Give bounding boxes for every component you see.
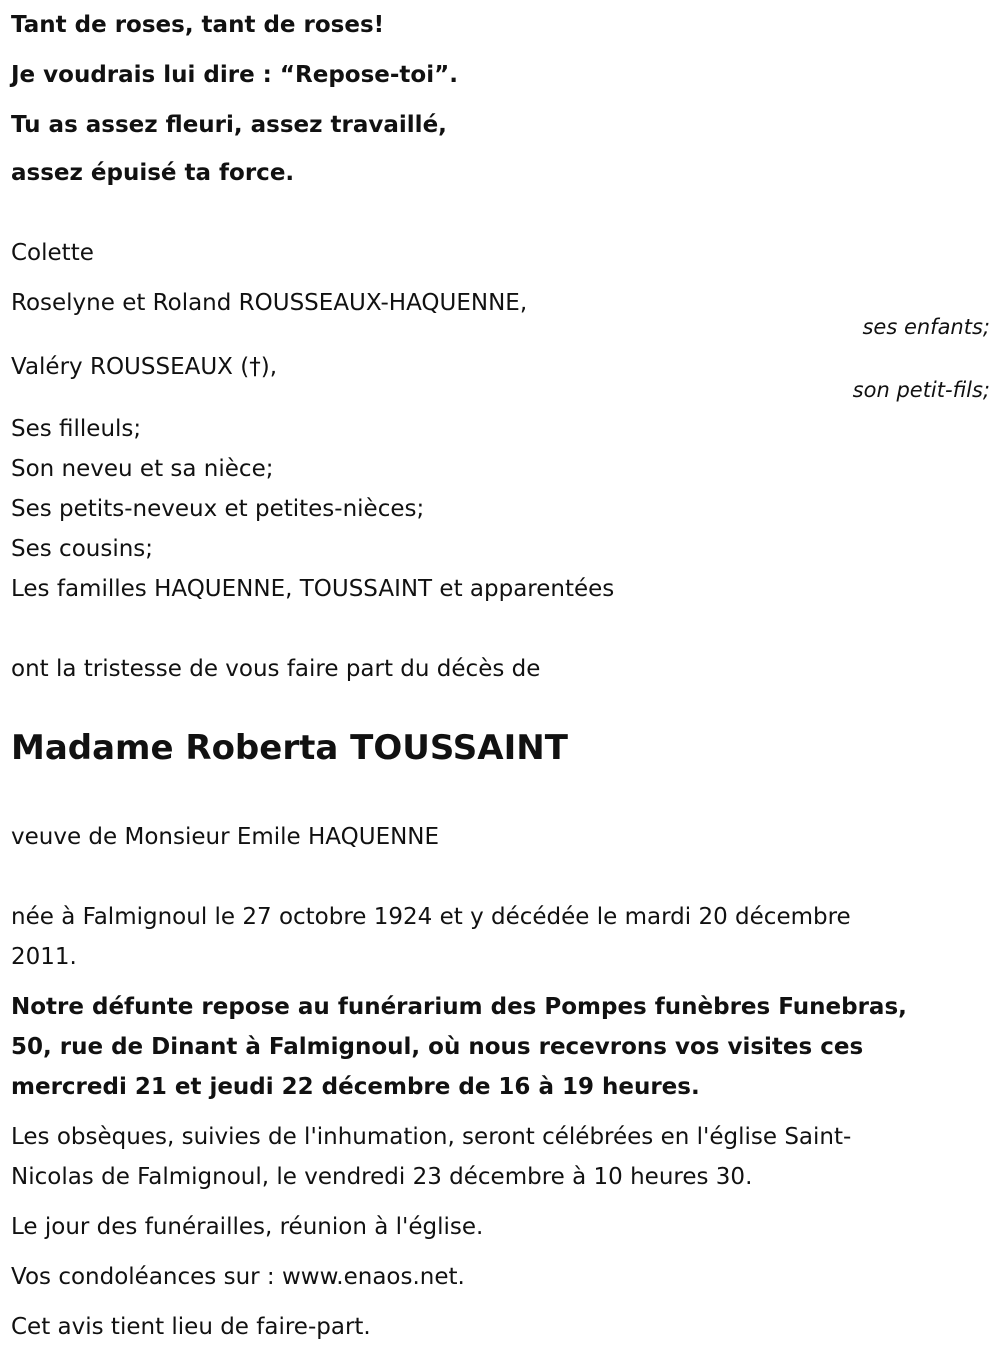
funeral-info: Nicolas de Falmignoul, le vendredi 23 décembre à 10 heures 30. [11,1164,753,1190]
visit-info: Notre défunte repose au funérarium des Pompes funèbres Funebras, [11,994,907,1020]
family-other: Ses cousins; [11,536,154,562]
poem-line: Je voudrais lui dire : “Repose-toi”. [11,62,458,88]
children-role: ses enfants; [862,315,990,339]
family-other: Les familles HAQUENNE, TOUSSAINT et apparentées [11,576,615,602]
birth-death: née à Falmignoul le 27 octobre 1924 et y décédée le mardi 20 décembre [11,904,851,930]
poem-line: Tant de roses, tant de roses! [11,12,385,38]
family-other: Ses petits-neveux et petites-nièces; [11,496,425,522]
family-other: Ses filleuls; [11,416,142,442]
family-colette: Colette [11,240,94,266]
condolences: Vos condoléances sur : www.enaos.net. [11,1264,465,1290]
poem-line: assez épuisé ta force. [11,160,295,186]
family-other: Son neveu et sa nièce; [11,456,274,482]
announcement: ont la tristesse de vous faire part du décès de [11,656,541,682]
visit-info: 50, rue de Dinant à Falmignoul, où nous recevrons vos visites ces [11,1034,864,1060]
funeral-info: Les obsèques, suivies de l'inhumation, seront célébrées en l'église Saint- [11,1124,852,1150]
notice: Cet avis tient lieu de faire-part. [11,1314,371,1340]
meeting-info: Le jour des funérailles, réunion à l'église. [11,1214,484,1240]
visit-info: mercredi 21 et jeudi 22 décembre de 16 à 19 heures. [11,1074,700,1100]
widow-of: veuve de Monsieur Emile HAQUENNE [11,824,440,850]
family-children: Roselyne et Roland ROUSSEAUX-HAQUENNE, [11,290,528,316]
deceased-name: Madame Roberta TOUSSAINT [11,728,568,768]
family-grandson: Valéry ROUSSEAUX (†), [11,354,278,380]
poem-line: Tu as assez fleuri, assez travaillé, [11,112,447,138]
birth-death: 2011. [11,944,77,970]
grandson-role: son petit-fils; [852,378,990,402]
